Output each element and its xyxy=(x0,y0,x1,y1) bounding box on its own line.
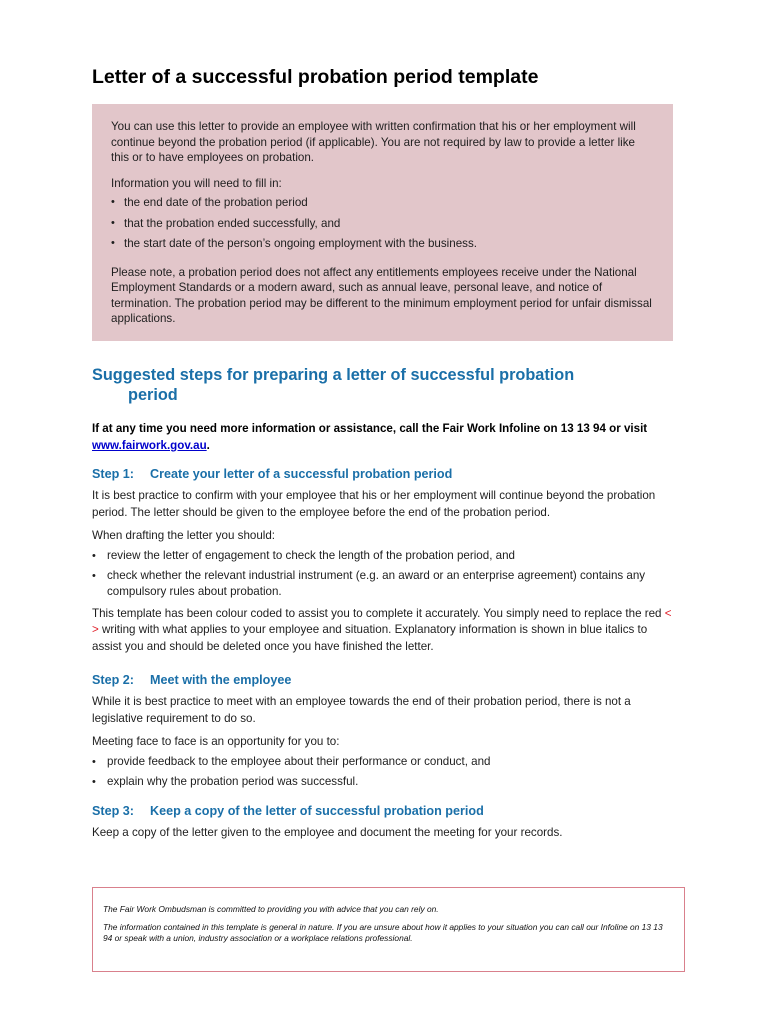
red-placeholder-marker: < > xyxy=(92,606,672,636)
footer-line-2: The information contained in this template is general in nature. If you are unsure about how it applies to your situation you can call our Infoline on 13 13 94 or speak with a union, industry association or a workplace relations professional. xyxy=(103,922,663,943)
info-paragraph-note: Please note, a probation period does not affect any entitlements employees receive under the National Employment Standards or a modern award, such as annual leave, personal leave, and notice of termination. The probation period may be different to the minimum employment period for unfair dismissal applications. xyxy=(111,265,652,325)
list-item: • review the letter of engagement to check the length of the probation period, and xyxy=(92,548,672,564)
infoline-end: . xyxy=(206,438,210,452)
step3-paragraph-1: Keep a copy of the letter given to the employee and document the meeting for your records. xyxy=(92,826,563,839)
step1-number: Step 1: xyxy=(92,467,134,481)
step1-paragraph-3 xyxy=(92,606,672,656)
step1-bullet-list xyxy=(92,548,672,600)
step1-body xyxy=(92,488,672,655)
step2-number: Step 2: xyxy=(92,673,134,687)
info-paragraph-intro: You can use this letter to provide an employee with written confirmation that his or her employment will continue beyond the probation period (if applicable). You are not required by law to provide a letter like this or to have employees on probation. xyxy=(111,120,636,164)
step3-body xyxy=(92,825,672,842)
footer-line-1: The Fair Work Ombudsman is committed to providing you with advice that you can rely on. xyxy=(103,904,439,914)
step3-heading xyxy=(92,804,484,818)
section-heading-line2: period xyxy=(128,386,178,404)
info-paragraph-fill-in: Information you will need to fill in: xyxy=(111,176,282,190)
step2-paragraph-1: While it is best practice to meet with an employee towards the end of their probation period, there is not a legislative requirement to do so. xyxy=(92,695,631,725)
step2-heading xyxy=(92,673,291,687)
list-item: • explain why the probation period was successful. xyxy=(92,774,672,790)
step1-heading xyxy=(92,467,452,481)
infoline-note xyxy=(92,421,672,454)
fairwork-link[interactable]: www.fairwork.gov.au xyxy=(92,438,207,452)
step1-title: Create your letter of a successful probation period xyxy=(150,467,453,481)
step1-paragraph-1: It is best practice to confirm with your employee that his or her employment will continue beyond the probation period. The letter should be given to the employee before the end of the probation period. xyxy=(92,489,656,519)
document-title: Letter of a successful probation period template xyxy=(92,66,539,88)
step1-paragraph-2: When drafting the letter you should: xyxy=(92,529,276,542)
step2-bullet-list xyxy=(92,754,672,790)
step1-paragraph-3-end: writing with what applies to your employee and situation. Explanatory information is shown in blue italics to assist you and should be deleted once you have finished the letter. xyxy=(92,623,648,653)
info-box xyxy=(92,104,673,341)
list-item: • provide feedback to the employee about their performance or conduct, and xyxy=(92,754,672,770)
step1-paragraph-3-start: This template has been colour coded to assist you to complete it accurately. You simply need to replace the red xyxy=(92,606,665,620)
list-item: • that the probation ended successfully, and xyxy=(111,216,653,232)
step2-title: Meet with the employee xyxy=(150,673,292,687)
step2-body xyxy=(92,694,672,794)
footer-disclaimer-box xyxy=(92,887,685,972)
step3-number: Step 3: xyxy=(92,804,134,818)
section-heading xyxy=(92,365,652,405)
step3-title: Keep a copy of the letter of successful probation period xyxy=(150,804,484,818)
section-heading-line1: Suggested steps for preparing a letter of successful probation xyxy=(92,366,575,384)
list-item: • the start date of the person’s ongoing employment with the business. xyxy=(111,236,653,252)
infoline-text: If at any time you need more information or assistance, call the Fair Work Infoline on 13 13 94 or visit xyxy=(92,422,648,435)
list-item: • check whether the relevant industrial instrument (e.g. an award or an enterprise agreement) contains any compulsory rules about probation. xyxy=(92,568,672,600)
step2-paragraph-2: Meeting face to face is an opportunity for you to: xyxy=(92,735,340,748)
info-bullet-list xyxy=(111,195,653,252)
list-item: • the end date of the probation period xyxy=(111,195,653,211)
